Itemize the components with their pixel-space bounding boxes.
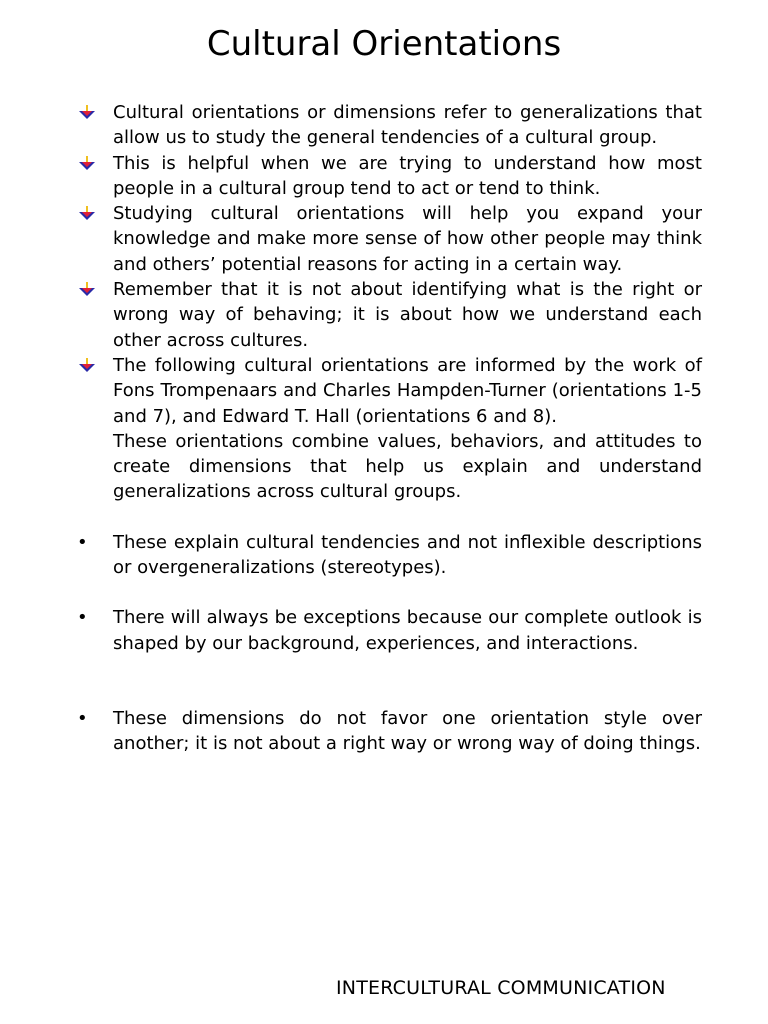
dot-list-item: [77, 530, 702, 581]
list-item-text: Cultural orientations or dimensions refer to generalizations that allow us to study the general tendencies of a cultural group.: [113, 102, 702, 149]
arrow-bullet-icon: [79, 105, 95, 121]
bullet-dot-icon: •: [77, 531, 88, 553]
list-item-text: Studying cultural orientations will help you expand your knowledge and make more sense of how other people may think and others’ potential reasons for acting in a certain way.: [113, 203, 702, 275]
arrow-bullet-icon: [79, 206, 95, 222]
list-item-text: Remember that it is not about identifying what is the right or wrong way of behaving; it is about how we understand each other across cultures.: [113, 279, 702, 351]
arrow-bullet-icon: [79, 282, 95, 298]
list-item-text: There will always be exceptions because our complete outlook is shaped by our background, experiences, and interactions.: [113, 607, 702, 654]
arrow-list-item: [113, 151, 702, 202]
body-paragraph: These orientations combine values, behaviors, and attitudes to create dimensions that help us explain and understand generalizations across cultural groups.: [113, 430, 702, 503]
page-title: Cultural Orientations: [206, 24, 562, 64]
arrow-list-item: [113, 100, 702, 151]
dot-list-item: [77, 605, 702, 656]
bullet-dot-icon: •: [77, 607, 88, 629]
list-item-text: These explain cultural tendencies and not inflexible descriptions or overgeneralizations (stereotypes).: [113, 531, 702, 579]
bullet-dot-icon: •: [77, 707, 88, 729]
dot-list-item: [77, 706, 702, 757]
arrow-list-item: [113, 353, 702, 429]
document-body: [0, 100, 768, 757]
page-footer: INTERCULTURAL COMMUNICATION: [336, 977, 666, 999]
list-item-text: This is helpful when we are trying to understand how most people in a cultural group tend to act or tend to think.: [113, 152, 702, 199]
arrow-bullet-icon: [79, 358, 95, 374]
arrow-bullet-icon: [79, 156, 95, 172]
arrow-list-item: [113, 201, 702, 277]
arrow-list-item: [113, 277, 702, 353]
list-item-text: The following cultural orientations are informed by the work of Fons Trompenaars and Charles Hampden-Turner (orientations 1-5 and 7), and Edward T. Hall (orientations 6 and 8).: [113, 354, 702, 427]
list-item-text: These dimensions do not favor one orientation style over another; it is not about a right way or wrong way of doing things.: [113, 707, 702, 755]
